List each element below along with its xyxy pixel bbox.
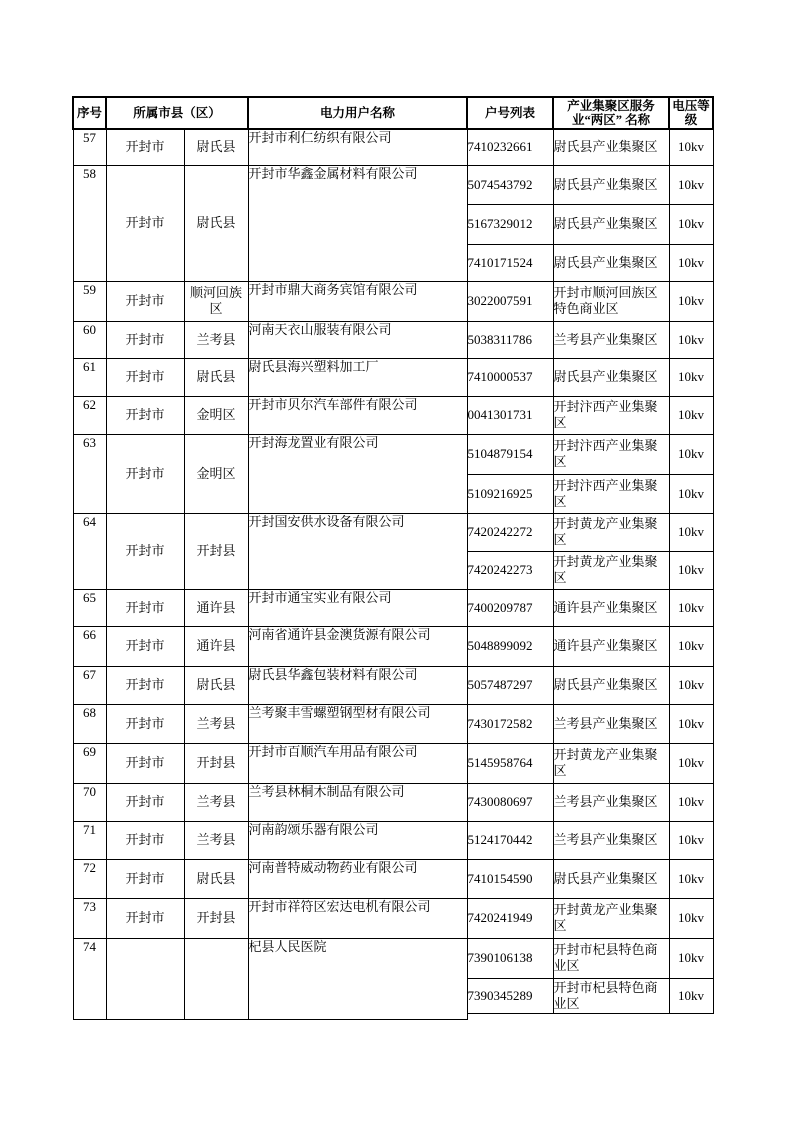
table-header <box>73 97 713 129</box>
city-cell: 开封市 <box>106 434 184 513</box>
company-name-cell: 开封市鼎大商务宾馆有限公司 <box>248 281 467 321</box>
voltage-cell: 10kv <box>669 938 713 978</box>
table-row <box>73 281 713 321</box>
city-cell: 开封市 <box>106 165 184 281</box>
voltage-cell: 10kv <box>669 321 713 358</box>
zone-name-cell: 通许县产业集聚区 <box>553 589 669 626</box>
zone-name-cell: 开封黄龙产业集聚区 <box>553 551 669 589</box>
row-number-cell: 70 <box>73 783 106 821</box>
account-number-cell: 7390345289 <box>467 978 553 1013</box>
voltage-cell: 10kv <box>669 859 713 898</box>
city-cell <box>106 938 184 1019</box>
city-cell: 开封市 <box>106 129 184 165</box>
table-row <box>73 743 713 783</box>
company-name-cell: 开封市百顺汽车用品有限公司 <box>248 743 467 783</box>
county-cell: 尉氏县 <box>184 165 248 281</box>
company-name-cell: 尉氏县海兴塑料加工厂 <box>248 358 467 396</box>
company-name-cell: 开封市利仁纺织有限公司 <box>248 129 467 165</box>
account-number-cell: 7410154590 <box>467 859 553 898</box>
zone-name-cell: 开封汴西产业集聚区 <box>553 474 669 513</box>
table-row <box>73 783 713 821</box>
account-number-cell: 5124170442 <box>467 821 553 859</box>
voltage-cell: 10kv <box>669 783 713 821</box>
row-number-cell: 64 <box>73 513 106 589</box>
table-body <box>73 129 713 1019</box>
account-number-cell: 7420242272 <box>467 513 553 551</box>
zone-name-cell: 兰考县产业集聚区 <box>553 783 669 821</box>
voltage-cell: 10kv <box>669 244 713 281</box>
account-number-cell: 7430080697 <box>467 783 553 821</box>
account-number-cell: 7390106138 <box>467 938 553 978</box>
zone-name-cell: 兰考县产业集聚区 <box>553 821 669 859</box>
account-number-cell: 3022007591 <box>467 281 553 321</box>
table-row <box>73 821 713 859</box>
city-cell: 开封市 <box>106 898 184 938</box>
table-row <box>73 666 713 704</box>
county-cell: 兰考县 <box>184 321 248 358</box>
voltage-cell: 10kv <box>669 551 713 589</box>
zone-name-cell: 尉氏县产业集聚区 <box>553 666 669 704</box>
zone-name-cell: 开封黄龙产业集聚区 <box>553 743 669 783</box>
voltage-cell: 10kv <box>669 513 713 551</box>
row-number-cell: 74 <box>73 938 106 1019</box>
county-cell: 通许县 <box>184 626 248 666</box>
table-row <box>73 396 713 434</box>
account-number-cell: 5038311786 <box>467 321 553 358</box>
row-number-cell: 72 <box>73 859 106 898</box>
voltage-cell: 10kv <box>669 358 713 396</box>
county-cell: 尉氏县 <box>184 666 248 704</box>
account-number-cell: 7410232661 <box>467 129 553 165</box>
company-name-cell: 河南普特威动物药业有限公司 <box>248 859 467 898</box>
county-cell: 金明区 <box>184 434 248 513</box>
company-name-cell: 兰考县林桐木制品有限公司 <box>248 783 467 821</box>
row-number-cell: 63 <box>73 434 106 513</box>
zone-name-cell: 开封市杞县特色商业区 <box>553 938 669 978</box>
zone-name-cell: 尉氏县产业集聚区 <box>553 358 669 396</box>
header-zone-name: 产业集聚区服务业“两区” 名称 <box>553 97 669 129</box>
table-row <box>73 358 713 396</box>
city-cell: 开封市 <box>106 589 184 626</box>
county-cell <box>184 938 248 1019</box>
voltage-cell: 10kv <box>669 129 713 165</box>
city-cell: 开封市 <box>106 743 184 783</box>
table-row <box>73 129 713 165</box>
row-number-cell: 59 <box>73 281 106 321</box>
account-number-cell: 5057487297 <box>467 666 553 704</box>
zone-name-cell: 尉氏县产业集聚区 <box>553 129 669 165</box>
company-name-cell: 开封市华鑫金属材料有限公司 <box>248 165 467 281</box>
company-name-cell: 开封国安供水设备有限公司 <box>248 513 467 589</box>
city-cell: 开封市 <box>106 783 184 821</box>
voltage-cell: 10kv <box>669 204 713 244</box>
account-number-cell: 7430172582 <box>467 704 553 743</box>
account-number-cell: 5167329012 <box>467 204 553 244</box>
voltage-cell: 10kv <box>669 589 713 626</box>
account-number-cell: 7400209787 <box>467 589 553 626</box>
voltage-cell: 10kv <box>669 474 713 513</box>
zone-name-cell: 兰考县产业集聚区 <box>553 321 669 358</box>
account-number-cell: 0041301731 <box>467 396 553 434</box>
row-number-cell: 73 <box>73 898 106 938</box>
county-cell: 兰考县 <box>184 783 248 821</box>
account-number-cell: 5048899092 <box>467 626 553 666</box>
city-cell: 开封市 <box>106 321 184 358</box>
company-name-cell: 开封市通宝实业有限公司 <box>248 589 467 626</box>
account-number-cell: 5074543792 <box>467 165 553 204</box>
voltage-cell: 10kv <box>669 281 713 321</box>
company-name-cell: 兰考聚丰雪螺塑钢型材有限公司 <box>248 704 467 743</box>
county-cell: 兰考县 <box>184 704 248 743</box>
table-row <box>73 513 713 551</box>
row-number-cell: 71 <box>73 821 106 859</box>
company-name-cell: 尉氏县华鑫包装材料有限公司 <box>248 666 467 704</box>
voltage-cell: 10kv <box>669 626 713 666</box>
zone-name-cell: 开封市顺河回族区特色商业区 <box>553 281 669 321</box>
voltage-cell: 10kv <box>669 434 713 474</box>
zone-name-cell: 兰考县产业集聚区 <box>553 704 669 743</box>
city-cell: 开封市 <box>106 358 184 396</box>
header-no: 序号 <box>73 97 106 129</box>
county-cell: 开封县 <box>184 743 248 783</box>
header-account-list: 户号列表 <box>467 97 553 129</box>
company-name-cell: 开封市贝尔汽车部件有限公司 <box>248 396 467 434</box>
city-cell: 开封市 <box>106 666 184 704</box>
header-company-name: 电力用户名称 <box>248 97 467 129</box>
company-name-cell: 开封海龙置业有限公司 <box>248 434 467 513</box>
table-row <box>73 859 713 898</box>
zone-name-cell: 尉氏县产业集聚区 <box>553 204 669 244</box>
account-number-cell: 7410000537 <box>467 358 553 396</box>
row-number-cell: 58 <box>73 165 106 281</box>
row-number-cell: 57 <box>73 129 106 165</box>
account-number-cell: 5145958764 <box>467 743 553 783</box>
city-cell: 开封市 <box>106 626 184 666</box>
account-number-cell: 7420242273 <box>467 551 553 589</box>
county-cell: 开封县 <box>184 898 248 938</box>
account-number-cell: 7420241949 <box>467 898 553 938</box>
table-row <box>73 165 713 204</box>
row-number-cell: 65 <box>73 589 106 626</box>
row-number-cell: 61 <box>73 358 106 396</box>
county-cell: 金明区 <box>184 396 248 434</box>
account-number-cell: 7410171524 <box>467 244 553 281</box>
row-number-cell: 62 <box>73 396 106 434</box>
county-cell: 顺河回族区 <box>184 281 248 321</box>
zone-name-cell: 通许县产业集聚区 <box>553 626 669 666</box>
company-name-cell: 河南天衣山服装有限公司 <box>248 321 467 358</box>
voltage-cell: 10kv <box>669 743 713 783</box>
voltage-cell: 10kv <box>669 821 713 859</box>
table-row <box>73 704 713 743</box>
row-number-cell: 69 <box>73 743 106 783</box>
table-row <box>73 434 713 474</box>
table-row <box>73 321 713 358</box>
row-number-cell: 60 <box>73 321 106 358</box>
city-cell: 开封市 <box>106 821 184 859</box>
table-row <box>73 589 713 626</box>
county-cell: 尉氏县 <box>184 859 248 898</box>
zone-name-cell: 尉氏县产业集聚区 <box>553 165 669 204</box>
table-row <box>73 938 713 978</box>
city-cell: 开封市 <box>106 859 184 898</box>
city-cell: 开封市 <box>106 513 184 589</box>
voltage-cell: 10kv <box>669 666 713 704</box>
city-cell: 开封市 <box>106 704 184 743</box>
city-cell: 开封市 <box>106 396 184 434</box>
zone-name-cell: 尉氏县产业集聚区 <box>553 859 669 898</box>
header-voltage: 电压等级 <box>669 97 713 129</box>
voltage-cell: 10kv <box>669 898 713 938</box>
county-cell: 尉氏县 <box>184 358 248 396</box>
account-number-cell: 5104879154 <box>467 434 553 474</box>
county-cell: 兰考县 <box>184 821 248 859</box>
zone-name-cell: 开封黄龙产业集聚区 <box>553 898 669 938</box>
table-row <box>73 626 713 666</box>
county-cell: 开封县 <box>184 513 248 589</box>
zone-name-cell: 开封市杞县特色商业区 <box>553 978 669 1013</box>
header-region: 所属市县（区） <box>106 97 248 129</box>
county-cell: 尉氏县 <box>184 129 248 165</box>
company-name-cell: 河南省通许县金澳货源有限公司 <box>248 626 467 666</box>
row-number-cell: 68 <box>73 704 106 743</box>
company-name-cell: 杞县人民医院 <box>248 938 467 1019</box>
city-cell: 开封市 <box>106 281 184 321</box>
voltage-cell: 10kv <box>669 704 713 743</box>
company-name-cell: 开封市祥符区宏达电机有限公司 <box>248 898 467 938</box>
county-cell: 通许县 <box>184 589 248 626</box>
row-number-cell: 66 <box>73 626 106 666</box>
row-number-cell: 67 <box>73 666 106 704</box>
voltage-cell: 10kv <box>669 165 713 204</box>
company-name-cell: 河南韵颂乐器有限公司 <box>248 821 467 859</box>
voltage-cell: 10kv <box>669 396 713 434</box>
zone-name-cell: 开封黄龙产业集聚区 <box>553 513 669 551</box>
account-number-cell: 5109216925 <box>467 474 553 513</box>
power-users-table <box>72 96 714 1020</box>
voltage-cell: 10kv <box>669 978 713 1013</box>
zone-name-cell: 开封汴西产业集聚区 <box>553 396 669 434</box>
zone-name-cell: 尉氏县产业集聚区 <box>553 244 669 281</box>
zone-name-cell: 开封汴西产业集聚区 <box>553 434 669 474</box>
table-row <box>73 898 713 938</box>
